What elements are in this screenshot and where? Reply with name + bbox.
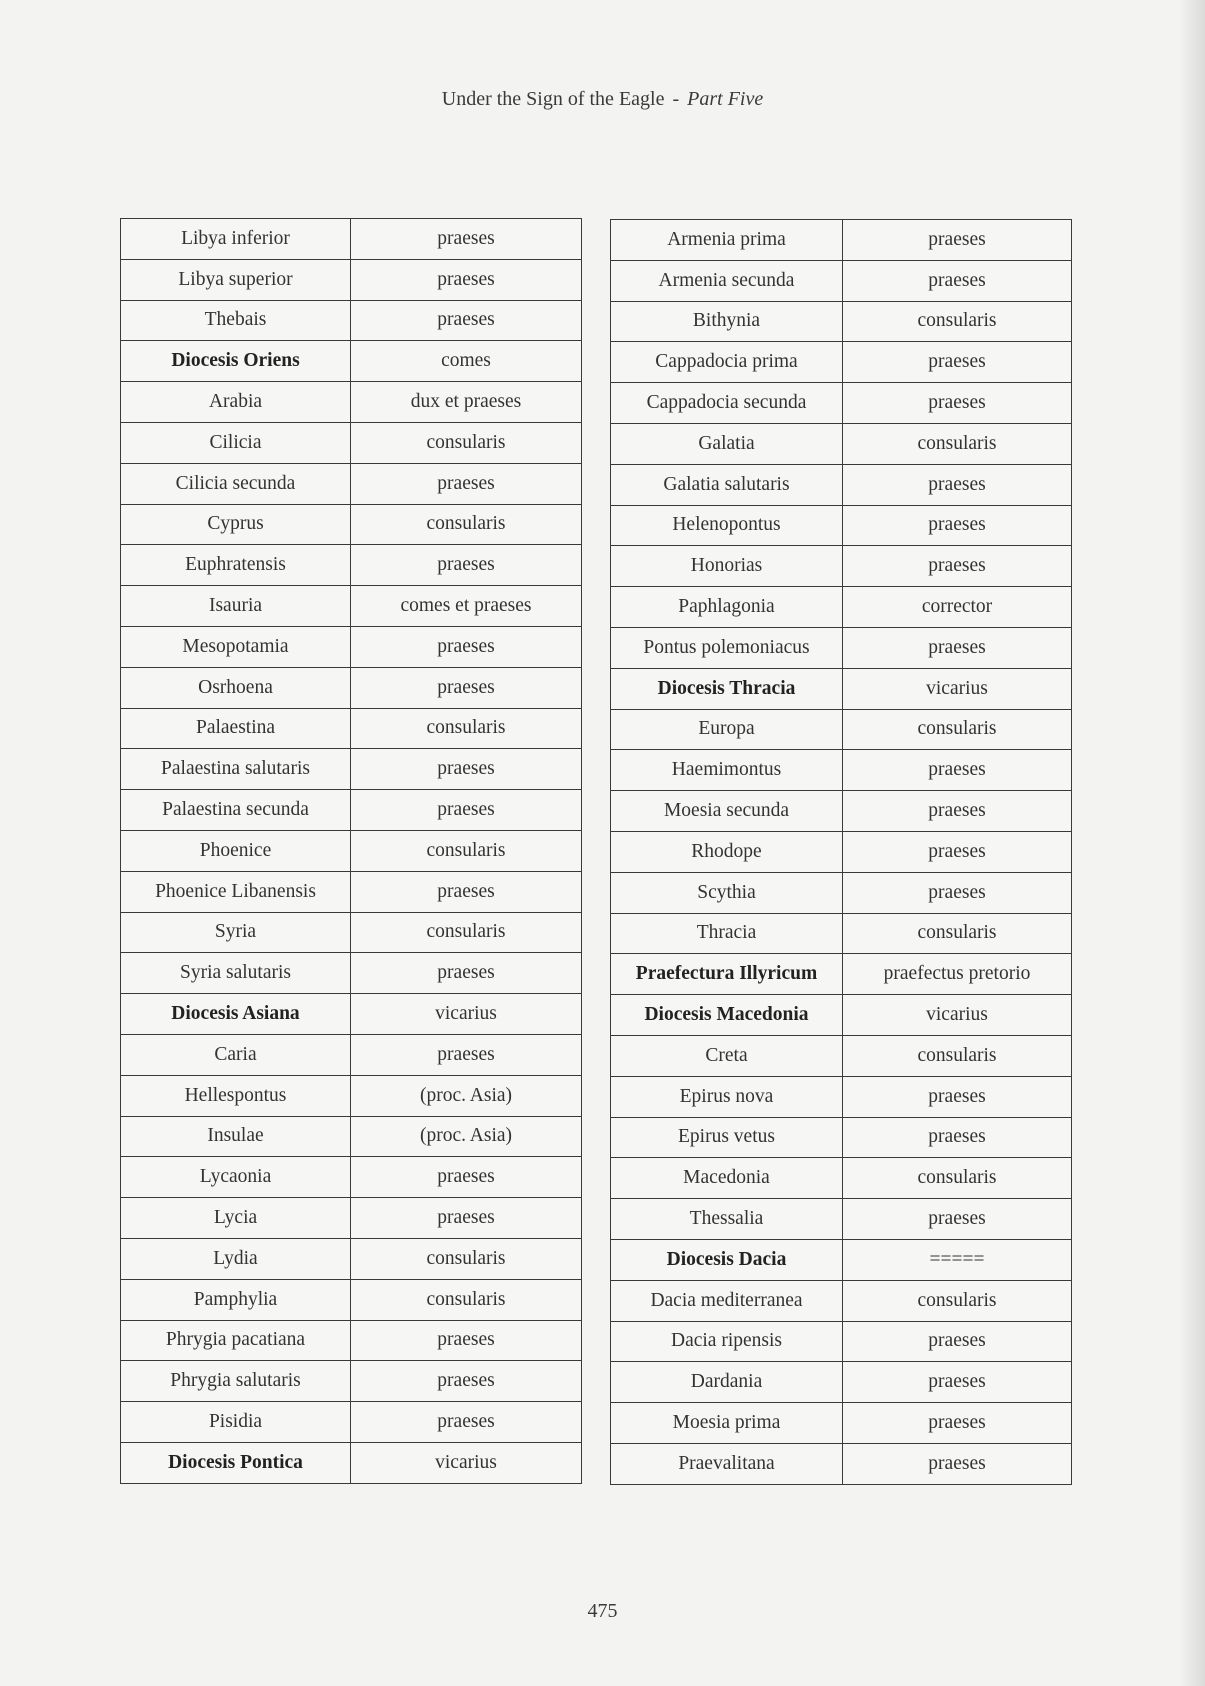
official-title-cell: praeses xyxy=(843,260,1072,301)
province-name-cell: Dacia ripensis xyxy=(611,1321,843,1362)
table-row xyxy=(121,586,582,627)
division-heading-cell: Diocesis Oriens xyxy=(121,341,351,382)
province-name-cell: Thebais xyxy=(121,300,351,341)
province-name-cell: Rhodope xyxy=(611,831,843,872)
official-title-cell: praeses xyxy=(351,953,582,994)
table-row xyxy=(121,382,582,423)
table-row xyxy=(121,1116,582,1157)
official-title-cell: praeses xyxy=(351,1157,582,1198)
official-title-cell: consularis xyxy=(843,423,1072,464)
table-row xyxy=(611,1239,1072,1280)
official-title-cell: praeses xyxy=(351,1320,582,1361)
official-title-cell: vicarius xyxy=(843,668,1072,709)
official-title-cell: praeses xyxy=(351,1198,582,1239)
official-title-cell: praeses xyxy=(351,1361,582,1402)
official-title-cell: consularis xyxy=(351,1279,582,1320)
official-title-cell: consularis xyxy=(843,1158,1072,1199)
division-heading-cell: Diocesis Dacia xyxy=(611,1239,843,1280)
official-title-cell: consularis xyxy=(351,422,582,463)
official-title-cell: vicarius xyxy=(351,994,582,1035)
province-name-cell: Insulae xyxy=(121,1116,351,1157)
province-name-cell: Scythia xyxy=(611,872,843,913)
part-title: Part Five xyxy=(687,88,764,110)
table-row xyxy=(611,423,1072,464)
province-name-cell: Galatia xyxy=(611,423,843,464)
official-title-cell: praeses xyxy=(843,1403,1072,1444)
official-title-cell: praeses xyxy=(843,791,1072,832)
official-title-cell: comes et praeses xyxy=(351,586,582,627)
official-title-cell: consularis xyxy=(843,301,1072,342)
official-title-cell: comes xyxy=(351,341,582,382)
table-row xyxy=(121,1361,582,1402)
province-name-cell: Bithynia xyxy=(611,301,843,342)
province-name-cell: Moesia prima xyxy=(611,1403,843,1444)
table-row xyxy=(611,1199,1072,1240)
province-name-cell: Lydia xyxy=(121,1238,351,1279)
province-name-cell: Epirus nova xyxy=(611,1076,843,1117)
province-name-cell: Haemimontus xyxy=(611,750,843,791)
province-name-cell: Phrygia pacatiana xyxy=(121,1320,351,1361)
table-row xyxy=(121,708,582,749)
table-row xyxy=(611,750,1072,791)
division-heading-cell: Diocesis Pontica xyxy=(121,1442,351,1483)
province-name-cell: Macedonia xyxy=(611,1158,843,1199)
binding-shadow xyxy=(1179,0,1205,1686)
table-row xyxy=(121,545,582,586)
table-row xyxy=(121,1402,582,1443)
official-title-cell: praeses xyxy=(843,1321,1072,1362)
table-row xyxy=(611,1403,1072,1444)
official-title-cell: praeses xyxy=(843,220,1072,261)
table-row xyxy=(611,1321,1072,1362)
official-title-cell: consularis xyxy=(351,504,582,545)
division-heading-cell: Diocesis Asiana xyxy=(121,994,351,1035)
official-title-cell: consularis xyxy=(351,912,582,953)
province-name-cell: Pisidia xyxy=(121,1402,351,1443)
official-title-cell: praeses xyxy=(351,300,582,341)
province-name-cell: Arabia xyxy=(121,382,351,423)
provinces-table-left xyxy=(120,218,582,1484)
table-row xyxy=(611,1158,1072,1199)
official-title-cell: praefectus pretorio xyxy=(843,954,1072,995)
table-row xyxy=(121,994,582,1035)
official-title-cell: dux et praeses xyxy=(351,382,582,423)
official-title-cell: vicarius xyxy=(351,1442,582,1483)
province-name-cell: Mesopotamia xyxy=(121,626,351,667)
division-heading-cell: Diocesis Thracia xyxy=(611,668,843,709)
official-title-cell: praeses xyxy=(351,626,582,667)
official-title-cell: praeses xyxy=(843,383,1072,424)
division-heading-cell: Diocesis Macedonia xyxy=(611,995,843,1036)
table-row xyxy=(121,871,582,912)
provinces-table-right-body xyxy=(611,220,1072,1485)
province-name-cell: Caria xyxy=(121,1034,351,1075)
province-name-cell: Cappadocia prima xyxy=(611,342,843,383)
province-name-cell: Moesia secunda xyxy=(611,791,843,832)
official-title-cell: praeses xyxy=(843,750,1072,791)
table-row xyxy=(611,220,1072,261)
province-name-cell: Dardania xyxy=(611,1362,843,1403)
table-row xyxy=(121,790,582,831)
province-name-cell: Armenia prima xyxy=(611,220,843,261)
provinces-table-right xyxy=(610,219,1072,1485)
official-title-cell: ===== xyxy=(843,1239,1072,1280)
table-row xyxy=(121,1442,582,1483)
table-row xyxy=(611,1076,1072,1117)
province-name-cell: Euphratensis xyxy=(121,545,351,586)
table-row xyxy=(611,546,1072,587)
official-title-cell: praeses xyxy=(843,627,1072,668)
official-title-cell: consularis xyxy=(351,708,582,749)
official-title-cell: praeses xyxy=(843,342,1072,383)
table-row xyxy=(121,463,582,504)
official-title-cell: consularis xyxy=(843,1035,1072,1076)
table-row xyxy=(121,504,582,545)
province-name-cell: Palaestina xyxy=(121,708,351,749)
province-name-cell: Pamphylia xyxy=(121,1279,351,1320)
table-row xyxy=(611,260,1072,301)
official-title-cell: consularis xyxy=(351,830,582,871)
table-row xyxy=(121,749,582,790)
province-name-cell: Phoenice Libanensis xyxy=(121,871,351,912)
official-title-cell: corrector xyxy=(843,587,1072,628)
page-number: 475 xyxy=(587,1600,618,1622)
province-name-cell: Libya inferior xyxy=(121,219,351,260)
province-name-cell: Thessalia xyxy=(611,1199,843,1240)
table-row xyxy=(121,219,582,260)
official-title-cell: praeses xyxy=(843,831,1072,872)
official-title-cell: praeses xyxy=(351,463,582,504)
province-name-cell: Cilicia secunda xyxy=(121,463,351,504)
table-row xyxy=(611,1443,1072,1484)
province-name-cell: Paphlagonia xyxy=(611,587,843,628)
province-name-cell: Phoenice xyxy=(121,830,351,871)
official-title-cell: praeses xyxy=(351,790,582,831)
province-name-cell: Hellespontus xyxy=(121,1075,351,1116)
table-row xyxy=(121,912,582,953)
table-row xyxy=(121,830,582,871)
official-title-cell: praeses xyxy=(843,1117,1072,1158)
table-row xyxy=(611,995,1072,1036)
province-name-cell: Syria salutaris xyxy=(121,953,351,994)
official-title-cell: praeses xyxy=(351,1034,582,1075)
provinces-table-left-body xyxy=(121,219,582,1484)
province-name-cell: Cappadocia secunda xyxy=(611,383,843,424)
table-row xyxy=(121,953,582,994)
table-row xyxy=(121,667,582,708)
table-row xyxy=(611,627,1072,668)
table-row xyxy=(611,587,1072,628)
table-row xyxy=(121,300,582,341)
official-title-cell: (proc. Asia) xyxy=(351,1075,582,1116)
official-title-cell: praeses xyxy=(351,545,582,586)
table-row xyxy=(121,1279,582,1320)
province-name-cell: Armenia secunda xyxy=(611,260,843,301)
table-row xyxy=(611,301,1072,342)
province-name-cell: Thracia xyxy=(611,913,843,954)
table-row xyxy=(611,831,1072,872)
table-row xyxy=(611,954,1072,995)
province-name-cell: Phrygia salutaris xyxy=(121,1361,351,1402)
table-row xyxy=(121,1157,582,1198)
province-name-cell: Epirus vetus xyxy=(611,1117,843,1158)
book-title: Under the Sign of the Eagle xyxy=(441,88,665,110)
province-name-cell: Libya superior xyxy=(121,259,351,300)
table-row xyxy=(121,1034,582,1075)
official-title-cell: consularis xyxy=(843,913,1072,954)
official-title-cell: (proc. Asia) xyxy=(351,1116,582,1157)
official-title-cell: praeses xyxy=(843,872,1072,913)
official-title-cell: consularis xyxy=(843,709,1072,750)
table-row xyxy=(611,1035,1072,1076)
official-title-cell: praeses xyxy=(351,1402,582,1443)
official-title-cell: praeses xyxy=(843,546,1072,587)
table-row xyxy=(611,668,1072,709)
table-row xyxy=(611,1280,1072,1321)
table-row xyxy=(121,1075,582,1116)
official-title-cell: praeses xyxy=(843,505,1072,546)
table-row xyxy=(611,872,1072,913)
province-name-cell: Lycia xyxy=(121,1198,351,1239)
province-name-cell: Europa xyxy=(611,709,843,750)
table-row xyxy=(121,341,582,382)
official-title-cell: praeses xyxy=(843,1362,1072,1403)
official-title-cell: praeses xyxy=(351,259,582,300)
table-row xyxy=(121,259,582,300)
province-name-cell: Osrhoena xyxy=(121,667,351,708)
table-row xyxy=(121,1320,582,1361)
official-title-cell: vicarius xyxy=(843,995,1072,1036)
province-name-cell: Galatia salutaris xyxy=(611,464,843,505)
province-name-cell: Pontus polemoniacus xyxy=(611,627,843,668)
official-title-cell: praeses xyxy=(843,1443,1072,1484)
table-row xyxy=(611,383,1072,424)
province-name-cell: Isauria xyxy=(121,586,351,627)
official-title-cell: praeses xyxy=(843,464,1072,505)
table-row xyxy=(611,913,1072,954)
province-name-cell: Helenopontus xyxy=(611,505,843,546)
table-row xyxy=(611,505,1072,546)
province-name-cell: Creta xyxy=(611,1035,843,1076)
official-title-cell: consularis xyxy=(351,1238,582,1279)
table-row xyxy=(611,709,1072,750)
header-separator: - xyxy=(672,88,680,110)
province-name-cell: Cilicia xyxy=(121,422,351,463)
official-title-cell: praeses xyxy=(843,1199,1072,1240)
province-name-cell: Honorias xyxy=(611,546,843,587)
table-row xyxy=(611,791,1072,832)
official-title-cell: praeses xyxy=(843,1076,1072,1117)
table-row xyxy=(121,422,582,463)
table-row xyxy=(121,1238,582,1279)
official-title-cell: praeses xyxy=(351,219,582,260)
province-name-cell: Syria xyxy=(121,912,351,953)
table-row xyxy=(611,464,1072,505)
province-name-cell: Palaestina secunda xyxy=(121,790,351,831)
running-header xyxy=(0,88,1205,111)
official-title-cell: consularis xyxy=(843,1280,1072,1321)
province-name-cell: Palaestina salutaris xyxy=(121,749,351,790)
official-title-cell: praeses xyxy=(351,667,582,708)
table-row xyxy=(121,1198,582,1239)
division-heading-cell: Praefectura Illyricum xyxy=(611,954,843,995)
province-name-cell: Dacia mediterranea xyxy=(611,1280,843,1321)
table-row xyxy=(611,342,1072,383)
official-title-cell: praeses xyxy=(351,749,582,790)
official-title-cell: praeses xyxy=(351,871,582,912)
province-name-cell: Cyprus xyxy=(121,504,351,545)
table-row xyxy=(121,626,582,667)
province-name-cell: Praevalitana xyxy=(611,1443,843,1484)
province-name-cell: Lycaonia xyxy=(121,1157,351,1198)
table-row xyxy=(611,1117,1072,1158)
table-row xyxy=(611,1362,1072,1403)
